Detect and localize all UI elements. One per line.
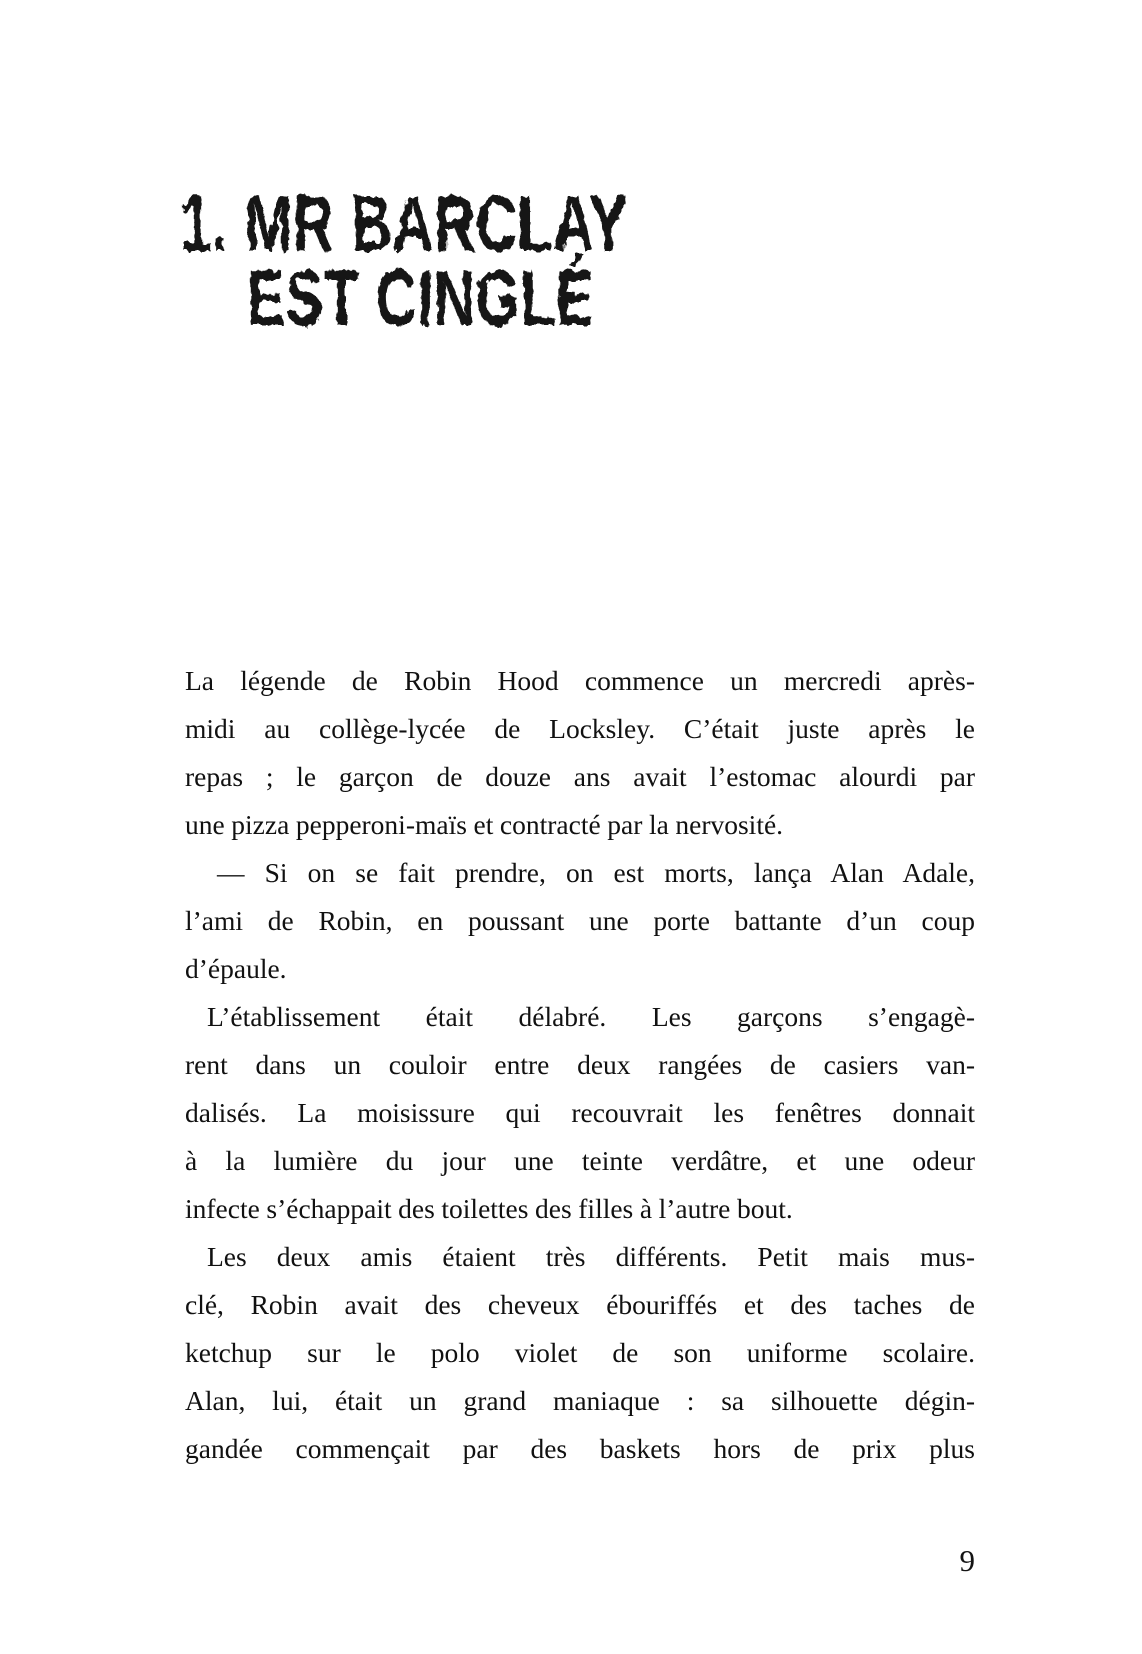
body-text-line: Les deux amis étaient très différents. Petit mais mus- — [207, 1241, 975, 1272]
body-text-line: repas ; le garçon de douze ans avait l’estomac alourdi par — [185, 761, 975, 792]
body-text-line: Alan, lui, était un grand maniaque : sa silhouette dégin- — [185, 1385, 975, 1416]
chapter-title-line-2: EST CINGLÉ — [247, 254, 595, 343]
body-text-line: ketchup sur le polo violet de son uniforme scolaire. — [185, 1337, 975, 1368]
body-text-line: — Si on se fait prendre, on est morts, lança Alan Adale, — [217, 857, 975, 888]
body-text-line: d’épaule. — [185, 953, 287, 984]
body-text-line: La légende de Robin Hood commence un mercredi après- — [185, 665, 975, 696]
body-text-line: l’ami de Robin, en poussant une porte battante d’un coup — [185, 905, 975, 936]
body-text-line: une pizza pepperoni-maïs et contracté par la nervosité. — [185, 809, 784, 840]
body-text-line: gandée commençait par des baskets hors de prix plus — [185, 1433, 975, 1464]
page-number: 9 — [959, 1543, 975, 1578]
body-text-line: rent dans un couloir entre deux rangées de casiers van- — [185, 1049, 975, 1080]
body-text-line: infecte s’échappait des toilettes des filles à l’autre bout. — [185, 1193, 793, 1224]
body-text-line: midi au collège-lycée de Locksley. C’était juste après le — [185, 713, 975, 744]
chapter-title-line-1: 1. MR BARCLAY — [180, 180, 628, 269]
body-text-line: dalisés. La moisissure qui recouvrait les fenêtres donnait — [185, 1097, 975, 1128]
body-text-line: clé, Robin avait des cheveux ébouriffés et des taches de — [185, 1289, 975, 1320]
chapter-title — [180, 180, 628, 343]
body-text-line: à la lumière du jour une teinte verdâtre, et une odeur — [185, 1145, 975, 1176]
body-text-block — [185, 657, 975, 1473]
body-text-line: L’établissement était délabré. Les garçons s’engagè- — [207, 1001, 975, 1032]
